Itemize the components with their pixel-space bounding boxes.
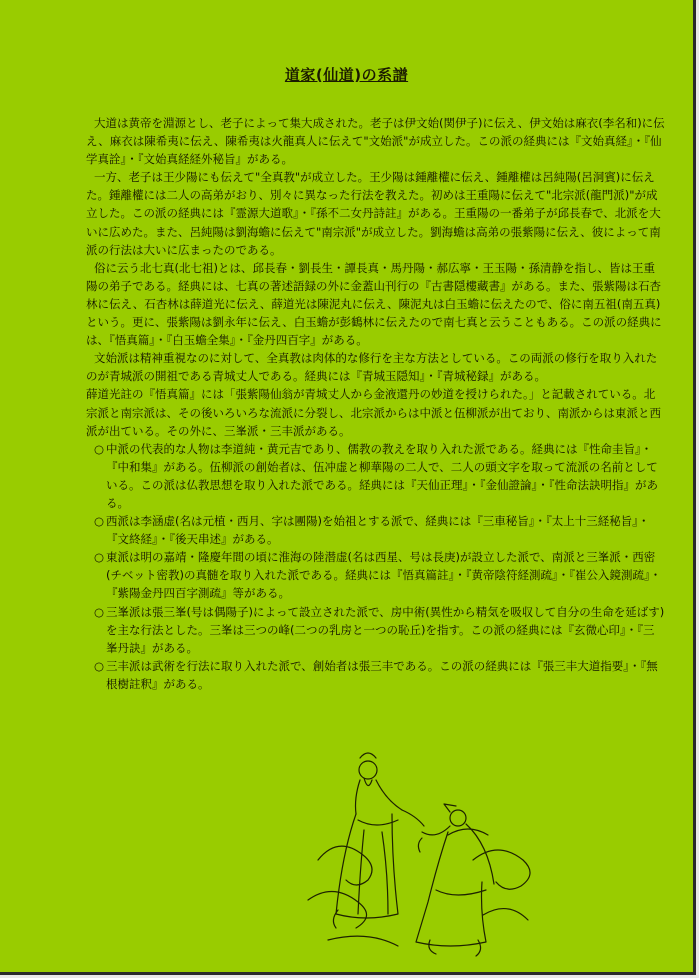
list-item-text: 西派は李涵虚(名は元植・西月、字は團陽)を始祖とする派で、経典には『三車秘旨』・『太上十三経秘旨』・『文終経』・『後天串述』がある。 [106,514,650,547]
list-bullet: ○ [94,514,105,529]
school-list [86,440,666,693]
list-item-text: 三峯派は張三峯(号は偶陽子)によって設立された派で、房中術(異性から精気を吸収して自分の生命を延ばす)を主な行法とした。三峯は三つの峰(二つの乳房と一つの恥丘)を指す。この派の経典には『玄微心印』・『三峯丹訣』がある。 [106,604,665,655]
paragraph-shichishin: 俗に云う北七真(北七祖)とは、邱長春・劉長生・譚長真・馬丹陽・郝広寧・王玉陽・孫清静を指し、皆は王重陽の弟子である。経典には、七真の著述語録の外に金蓋山刊行の『古書隠樓藏書』がある。また、張紫陽は石杏林に伝え、石杏林は薛道光に伝え、薛道光は陳泥丸に伝え、陳泥丸は白玉蟾に伝えたので、俗に南五祖(南五真)という。更に、張紫陽は劉永年に伝え、白玉蟾が彭鶴林に伝えたので南七真と云うこともある。この派の経典には、『悟真篇』・『白玉蟾全集』・『金丹四百字』がある。 [86,260,662,348]
paragraph-zenshin: 一方、老子は王少陽にも伝えて"全真教"が成立した。王少陽は鍾離權に伝え、鍾離權は呂純陽(呂洞賓)に伝えた。鍾離權には二人の高弟がおり、別々に異なった行法を教えた。初めは王重陽に伝えて"北宗派(龍門派)"が成立した。この派の経典には『霊源大道歌』・『孫不二女丹詩註』がある。王重陽の一番弟子が邱長春で、北派を大いに広めた。また、呂純陽は劉海蟾に伝えて"南宗派"が成立した。劉海蟾は高弟の張紫陽に伝え、彼によって南派の行法は大いに広まったのである。 [86,170,661,257]
article-body [86,114,666,693]
list-item [86,603,666,657]
list-item [86,657,666,693]
list-item-text: 東派は明の嘉靖・隆慶年間の頃に淮海の陸潜虚(名は西星、号は長庚)が設立した派で、南派と三峯派・西密(チベット密教)の真髄を取り入れた派である。経典には『悟真篇註』・『黄帝陰符経測疏』・『崔公入鏡測疏』・『紫陽金丹四百字測疏』等がある。 [106,550,662,601]
paragraph-seijo: 文始派は精神重視なのに対して、全真教は肉体的な修行を主な方法としている。この両派の修行を取り入れたのが青城派の開祖である青城丈人である。経典には『青城玉隠知』・『青城秘録』がある。 [86,351,658,384]
paragraph-bunshi: 大道は黄帝を淵源とし、老子によって集大成された。老子は伊文始(関伊子)に伝え、伊文始は麻衣(李名和)に伝え、麻衣は陳希夷に伝え、陳希夷は火龍真人に伝えて"文始派"が成立した。この派の経典には『文始真経』・『仙学真詮』・『文始真経経外秘旨』がある。 [86,116,665,167]
list-bullet: ○ [94,550,105,565]
list-item [86,512,666,548]
sage-illustration [298,740,548,968]
paragraph-branches: 薛道光註の『悟真篇』には「張紫陽仙翁が青城丈人から金液還丹の妙道を授けられた。」と記載されている。北宗派と南宗派は、その後いろいろな流派に分裂し、北宗派からは中派と伍柳派が出ており、南派からは東派と西派が出ている。その外に、三峯派・三丰派がある。 [86,387,661,438]
page-title: 道家(仙道)の系譜 [284,66,409,84]
list-bullet: ○ [94,658,105,673]
list-item [86,548,666,602]
list-item-text: 三丰派は武術を行法に取り入れた派で、創始者は張三丰である。この派の経典には『張三丰大道指要』・『無根樹註釈』がある。 [106,658,658,691]
list-item-text: 中派の代表的な人物は李道純・黄元吉であり、儒教の教えを取り入れた派である。経典には『性命圭旨』・『中和集』がある。伍柳派の創始者は、伍冲虚と柳華陽の二人で、二人の頭文字を取って流派の名前としている。この派は仏教思想を取り入れた派である。経典には『天仙正理』・『金仙證論』・『性命法訣明指』がある。 [106,441,658,510]
list-bullet: ○ [94,441,105,456]
list-item [86,440,666,512]
list-bullet: ○ [94,604,105,619]
